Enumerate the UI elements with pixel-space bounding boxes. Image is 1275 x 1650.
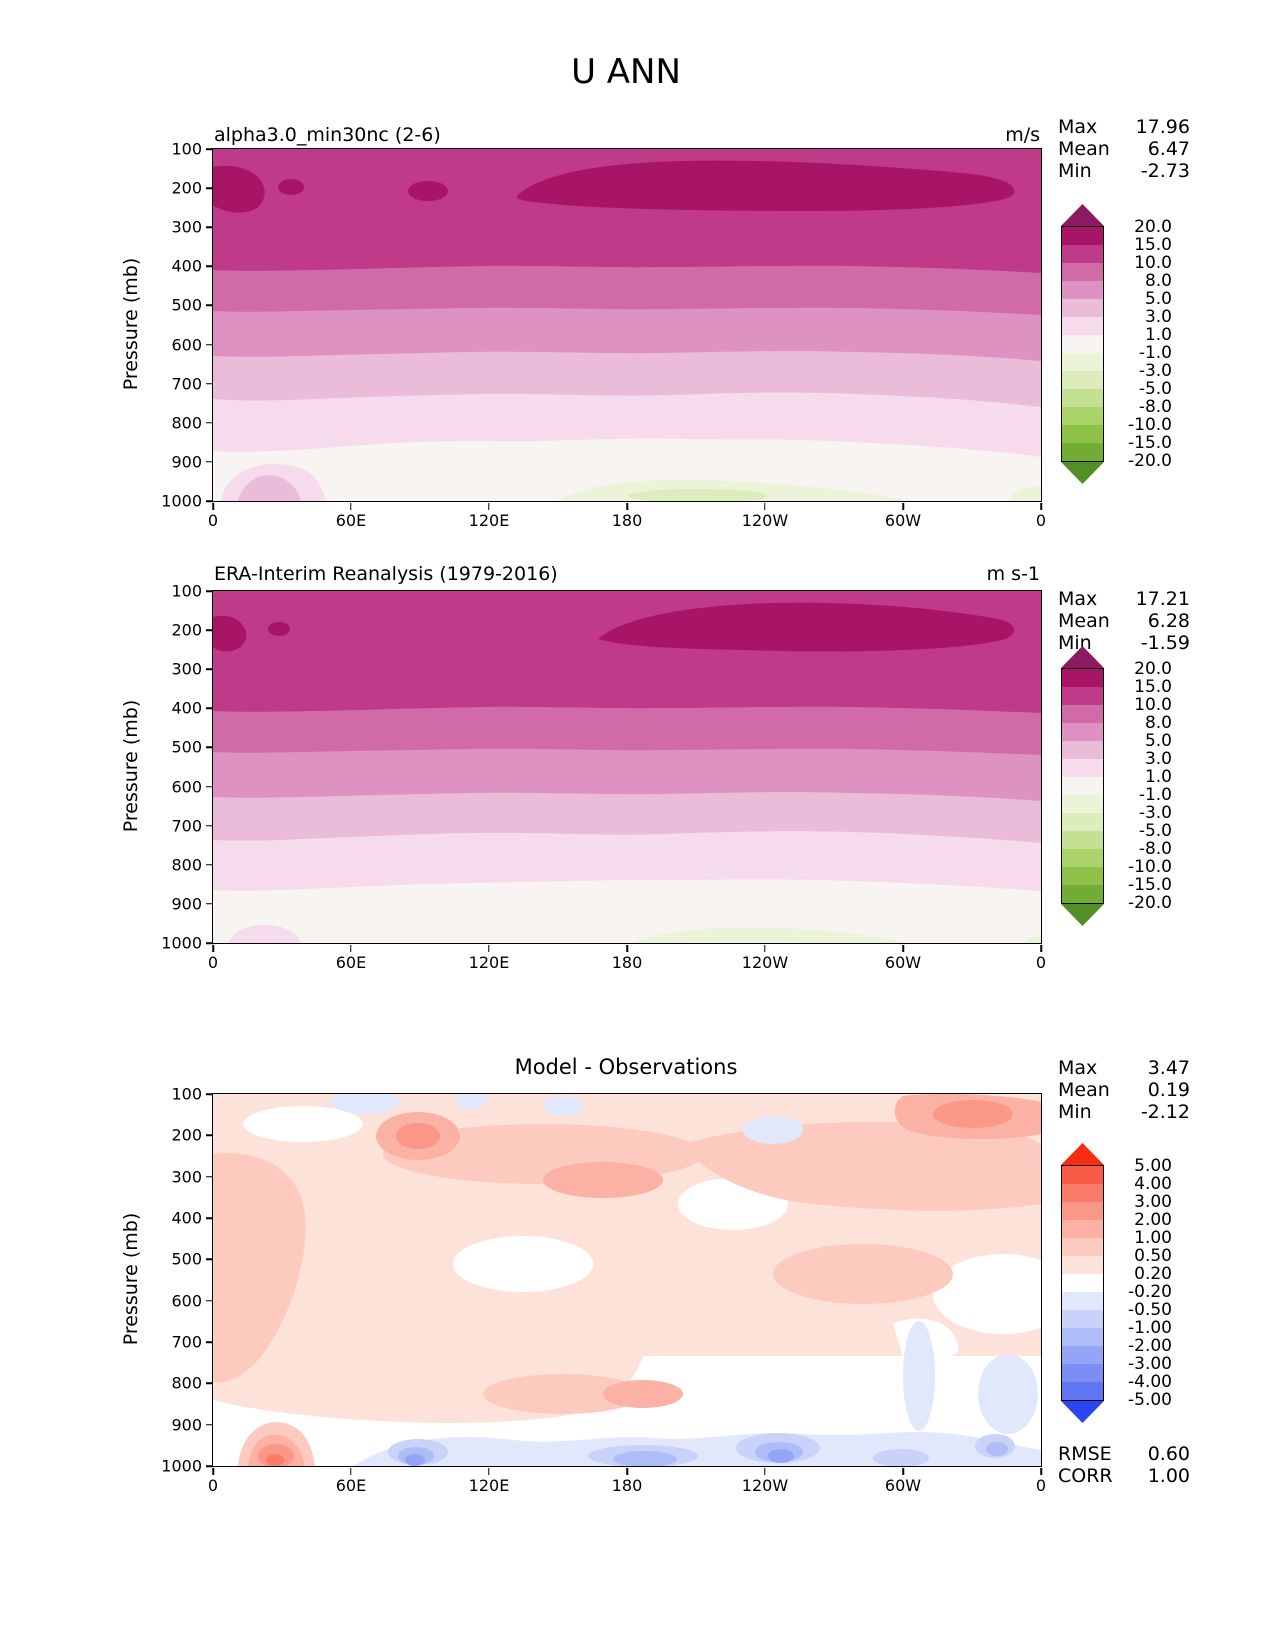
x-tick-label: 180	[611, 511, 643, 530]
colorbar-band	[1062, 299, 1103, 317]
x-tick-label: 60E	[335, 511, 367, 530]
panel1-contour-svg	[213, 149, 1041, 501]
skill-scores	[1058, 1443, 1190, 1487]
stat-row	[1058, 1465, 1190, 1487]
panel1-stats	[1058, 116, 1190, 182]
y-tick-label: 600	[171, 1291, 202, 1311]
stat-value: -2.12	[1140, 1101, 1190, 1123]
y-tick	[206, 187, 213, 189]
x-tick	[764, 1468, 766, 1475]
colorbar-tick-label: 3.00	[1134, 1192, 1172, 1212]
panel1-title: alpha3.0_min30nc (2-6)	[214, 124, 441, 146]
colorbar-band	[1062, 885, 1103, 903]
x-tick	[212, 503, 214, 510]
x-tick	[488, 1468, 490, 1475]
colorbar-band	[1062, 227, 1103, 245]
y-tick	[206, 1383, 213, 1385]
stat-value: 0.60	[1147, 1443, 1190, 1465]
panel1-y-axis-label: Pressure (mb)	[120, 257, 142, 391]
x-tick-label: 60E	[335, 953, 367, 972]
y-tick	[206, 942, 213, 944]
panel2-y-axis-label: Pressure (mb)	[120, 699, 142, 833]
colorbar-band	[1062, 1166, 1103, 1184]
colorbar-band	[1062, 371, 1103, 389]
y-tick-label: 500	[171, 737, 202, 757]
y-tick	[206, 500, 213, 502]
colorbar-tick-label: -1.00	[1128, 1318, 1172, 1338]
colorbar-tick-label: 2.00	[1134, 1210, 1172, 1230]
colorbar-tick-label: -10.0	[1128, 415, 1172, 435]
panel3-title: Model - Observations	[514, 1055, 738, 1079]
x-tick-label: 120E	[468, 953, 510, 972]
colorbar-tick-label: 3.0	[1144, 307, 1172, 327]
x-tick-label: 0	[1035, 1476, 1047, 1495]
colorbar-tick-label: -3.0	[1138, 361, 1172, 381]
colorbar-top-arrow	[1061, 1143, 1104, 1165]
x-tick-label: 60W	[884, 511, 922, 530]
y-tick-label: 900	[171, 452, 202, 472]
x-tick-label: 120E	[468, 1476, 510, 1495]
colorbar-tick-label: -1.0	[1138, 343, 1172, 363]
stat-value: 6.47	[1147, 138, 1190, 160]
y-tick-label: 600	[171, 777, 202, 797]
y-tick-label: 800	[171, 1373, 202, 1393]
colorbar-tick-label: 8.0	[1144, 713, 1172, 733]
colorbar-tick-label: -1.0	[1138, 785, 1172, 805]
y-tick	[206, 305, 213, 307]
colorbar-band	[1062, 813, 1103, 831]
y-tick	[206, 590, 213, 592]
y-tick	[206, 1341, 213, 1343]
y-tick	[206, 1424, 213, 1426]
x-tick	[764, 945, 766, 952]
colorbar-tick-label: -5.0	[1138, 821, 1172, 841]
colorbar-body	[1061, 668, 1104, 904]
x-tick	[626, 1468, 628, 1475]
panel3-y-axis-label: Pressure (mb)	[120, 1212, 142, 1346]
colorbar-tick-label: 1.0	[1144, 325, 1172, 345]
colorbar-band	[1062, 795, 1103, 813]
x-tick	[764, 503, 766, 510]
colorbar-tick-label: 4.00	[1134, 1174, 1172, 1194]
x-tick-label: 0	[1035, 511, 1047, 530]
x-tick	[902, 945, 904, 952]
y-tick-label: 100	[171, 581, 202, 601]
colorbar-band	[1062, 1256, 1103, 1274]
y-tick	[206, 344, 213, 346]
stat-value: -2.73	[1140, 160, 1190, 182]
colorbar-tick-label: 15.0	[1134, 235, 1172, 255]
colorbar-band	[1062, 1274, 1103, 1292]
x-tick-label: 120W	[741, 511, 789, 530]
colorbar-tick-label: 1.0	[1144, 767, 1172, 787]
y-tick-label: 700	[171, 374, 202, 394]
colorbar-tick-label: 15.0	[1134, 677, 1172, 697]
x-tick-label: 180	[611, 953, 643, 972]
x-tick-label: 120E	[468, 511, 510, 530]
panel2-stats	[1058, 588, 1190, 654]
colorbar-bottom-arrow	[1061, 462, 1104, 484]
colorbar-difference	[1061, 1143, 1172, 1423]
x-tick	[212, 1468, 214, 1475]
y-tick	[206, 1135, 213, 1137]
colorbar-bottom-arrow	[1061, 904, 1104, 926]
x-tick-label: 0	[207, 511, 219, 530]
colorbar-band	[1062, 705, 1103, 723]
colorbar-top-arrow	[1061, 204, 1104, 226]
colorbar-band	[1062, 443, 1103, 461]
stat-label: Mean	[1058, 138, 1110, 160]
x-tick	[626, 503, 628, 510]
y-tick-label: 800	[171, 413, 202, 433]
y-tick	[206, 383, 213, 385]
colorbar-wind-2	[1061, 646, 1172, 926]
stat-value: -1.59	[1140, 632, 1190, 654]
colorbar-band	[1062, 353, 1103, 371]
stat-value: 3.47	[1147, 1057, 1190, 1079]
stat-label: Min	[1058, 160, 1092, 182]
y-tick-label: 200	[171, 620, 202, 640]
colorbar-band	[1062, 1310, 1103, 1328]
colorbar-tick-label: -2.00	[1128, 1336, 1172, 1356]
colorbar-band	[1062, 669, 1103, 687]
x-tick	[902, 503, 904, 510]
x-tick-label: 60W	[884, 1476, 922, 1495]
x-tick	[350, 503, 352, 510]
colorbar-tick-label: 0.50	[1134, 1246, 1172, 1266]
y-tick-label: 700	[171, 1332, 202, 1352]
y-tick	[206, 708, 213, 710]
y-tick	[206, 461, 213, 463]
colorbar-top-arrow	[1061, 646, 1104, 668]
colorbar-tick-label: 5.0	[1144, 289, 1172, 309]
colorbar-tick-label: -15.0	[1128, 875, 1172, 895]
y-tick	[206, 226, 213, 228]
colorbar-band	[1062, 1184, 1103, 1202]
colorbar-band	[1062, 335, 1103, 353]
x-tick-label: 60E	[335, 1476, 367, 1495]
x-tick	[350, 1468, 352, 1475]
colorbar-tick-label: -20.0	[1128, 451, 1172, 471]
y-tick-label: 300	[171, 659, 202, 679]
colorbar-band	[1062, 281, 1103, 299]
colorbar-tick-label: -4.00	[1128, 1372, 1172, 1392]
stat-row	[1058, 160, 1190, 182]
y-tick	[206, 629, 213, 631]
x-tick	[350, 945, 352, 952]
x-tick-label: 0	[1035, 953, 1047, 972]
colorbar-band	[1062, 777, 1103, 795]
y-tick-label: 400	[171, 1208, 202, 1228]
stat-label: Max	[1058, 588, 1098, 610]
colorbar-band	[1062, 389, 1103, 407]
y-tick	[206, 668, 213, 670]
x-tick-label: 0	[207, 953, 219, 972]
y-tick	[206, 266, 213, 268]
y-tick	[206, 1465, 213, 1467]
colorbar-tick-label: -3.00	[1128, 1354, 1172, 1374]
stat-label: Max	[1058, 116, 1098, 138]
colorbar-band	[1062, 867, 1103, 885]
y-tick-label: 500	[171, 1249, 202, 1269]
colorbar-band	[1062, 1328, 1103, 1346]
stat-value: 0.19	[1147, 1079, 1190, 1101]
colorbar-band	[1062, 425, 1103, 443]
x-tick	[626, 945, 628, 952]
colorbar-tick-label: -5.00	[1128, 1390, 1172, 1410]
colorbar-band	[1062, 687, 1103, 705]
stat-label: Min	[1058, 632, 1092, 654]
x-tick-label: 0	[207, 1476, 219, 1495]
colorbar-band	[1062, 317, 1103, 335]
panel3-plot-area	[161, 1084, 1047, 1495]
y-tick-label: 700	[171, 816, 202, 836]
y-tick	[206, 903, 213, 905]
stat-row	[1058, 588, 1190, 610]
x-tick	[488, 503, 490, 510]
colorbar-band	[1062, 1220, 1103, 1238]
colorbar-tick-label: 20.0	[1134, 659, 1172, 679]
colorbar-wind-1	[1061, 204, 1172, 484]
y-tick-label: 300	[171, 1167, 202, 1187]
colorbar-band	[1062, 1364, 1103, 1382]
stat-label: CORR	[1058, 1465, 1113, 1487]
y-tick-label: 400	[171, 698, 202, 718]
panel1-units: m/s	[1005, 124, 1040, 146]
y-tick-label: 1000	[161, 491, 202, 511]
colorbar-tick-label: 20.0	[1134, 217, 1172, 237]
y-tick	[206, 786, 213, 788]
y-tick	[206, 747, 213, 749]
panel2-units: m s-1	[986, 563, 1040, 585]
colorbar-tick-label: -5.0	[1138, 379, 1172, 399]
x-tick-label: 120W	[741, 1476, 789, 1495]
stat-label: RMSE	[1058, 1443, 1112, 1465]
y-tick-label: 1000	[161, 933, 202, 953]
y-tick-label: 200	[171, 1125, 202, 1145]
colorbar-tick-label: 10.0	[1134, 695, 1172, 715]
y-tick-label: 400	[171, 256, 202, 276]
colorbar-band	[1062, 1382, 1103, 1400]
colorbar-tick-label: -8.0	[1138, 839, 1172, 859]
stat-row	[1058, 610, 1190, 632]
y-tick-label: 900	[171, 1415, 202, 1435]
x-tick-label: 180	[611, 1476, 643, 1495]
y-tick	[206, 1217, 213, 1219]
y-tick-label: 200	[171, 178, 202, 198]
colorbar-tick-label: 0.20	[1134, 1264, 1172, 1284]
panel2-plot-area	[161, 581, 1047, 972]
x-tick	[1040, 945, 1042, 952]
panel1-plot-area	[161, 139, 1047, 530]
x-tick	[902, 1468, 904, 1475]
colorbar-tick-label: 8.0	[1144, 271, 1172, 291]
colorbar-band	[1062, 741, 1103, 759]
stat-row	[1058, 1079, 1190, 1101]
stat-value: 1.00	[1147, 1465, 1190, 1487]
x-tick-label: 120W	[741, 953, 789, 972]
y-tick	[206, 825, 213, 827]
y-tick-label: 300	[171, 217, 202, 237]
colorbar-band	[1062, 759, 1103, 777]
colorbar-tick-label: 10.0	[1134, 253, 1172, 273]
panel2-contour-svg	[213, 591, 1041, 943]
y-tick	[206, 148, 213, 150]
stat-row	[1058, 1101, 1190, 1123]
colorbar-body	[1061, 226, 1104, 462]
stat-label: Mean	[1058, 1079, 1110, 1101]
stat-label: Min	[1058, 1101, 1092, 1123]
panel3-contour-svg	[213, 1094, 1041, 1466]
stat-label: Mean	[1058, 610, 1110, 632]
y-tick-label: 100	[171, 139, 202, 159]
x-tick	[1040, 503, 1042, 510]
y-tick-label: 100	[171, 1084, 202, 1104]
y-tick-label: 1000	[161, 1456, 202, 1476]
y-tick	[206, 1093, 213, 1095]
y-tick-label: 900	[171, 894, 202, 914]
colorbar-band	[1062, 1292, 1103, 1310]
stat-row	[1058, 1443, 1190, 1465]
colorbar-band	[1062, 263, 1103, 281]
stat-value: 17.96	[1135, 116, 1190, 138]
y-tick-label: 500	[171, 295, 202, 315]
stat-value: 17.21	[1135, 588, 1190, 610]
colorbar-band	[1062, 1346, 1103, 1364]
colorbar-band	[1062, 849, 1103, 867]
colorbar-tick-label: 5.0	[1144, 731, 1172, 751]
x-tick	[1040, 1468, 1042, 1475]
stat-row	[1058, 138, 1190, 160]
colorbar-band	[1062, 1238, 1103, 1256]
colorbar-tick-label: -20.0	[1128, 893, 1172, 913]
x-tick	[212, 945, 214, 952]
x-tick-label: 60W	[884, 953, 922, 972]
y-tick-label: 800	[171, 855, 202, 875]
y-tick	[206, 1300, 213, 1302]
colorbar-band	[1062, 723, 1103, 741]
colorbar-tick-label: -8.0	[1138, 397, 1172, 417]
colorbar-tick-label: -15.0	[1128, 433, 1172, 453]
stat-value: 6.28	[1147, 610, 1190, 632]
y-tick	[206, 1176, 213, 1178]
colorbar-tick-label: 1.00	[1134, 1228, 1172, 1248]
stat-row	[1058, 1057, 1190, 1079]
y-tick-label: 600	[171, 335, 202, 355]
y-tick	[206, 422, 213, 424]
panel3-stats	[1058, 1057, 1190, 1123]
colorbar-band	[1062, 407, 1103, 425]
panel2-title: ERA-Interim Reanalysis (1979-2016)	[214, 563, 558, 585]
colorbar-tick-label: -3.0	[1138, 803, 1172, 823]
y-tick	[206, 864, 213, 866]
colorbar-band	[1062, 831, 1103, 849]
stat-row	[1058, 116, 1190, 138]
main-title: U ANN	[571, 52, 681, 92]
colorbar-band	[1062, 245, 1103, 263]
stat-label: Max	[1058, 1057, 1098, 1079]
colorbar-body	[1061, 1165, 1104, 1401]
y-tick	[206, 1259, 213, 1261]
colorbar-tick-label: -10.0	[1128, 857, 1172, 877]
colorbar-tick-label: -0.20	[1128, 1282, 1172, 1302]
colorbar-tick-label: 3.0	[1144, 749, 1172, 769]
x-tick	[488, 945, 490, 952]
colorbar-band	[1062, 1202, 1103, 1220]
colorbar-bottom-arrow	[1061, 1401, 1104, 1423]
colorbar-tick-label: 5.00	[1134, 1156, 1172, 1176]
colorbar-tick-label: -0.50	[1128, 1300, 1172, 1320]
